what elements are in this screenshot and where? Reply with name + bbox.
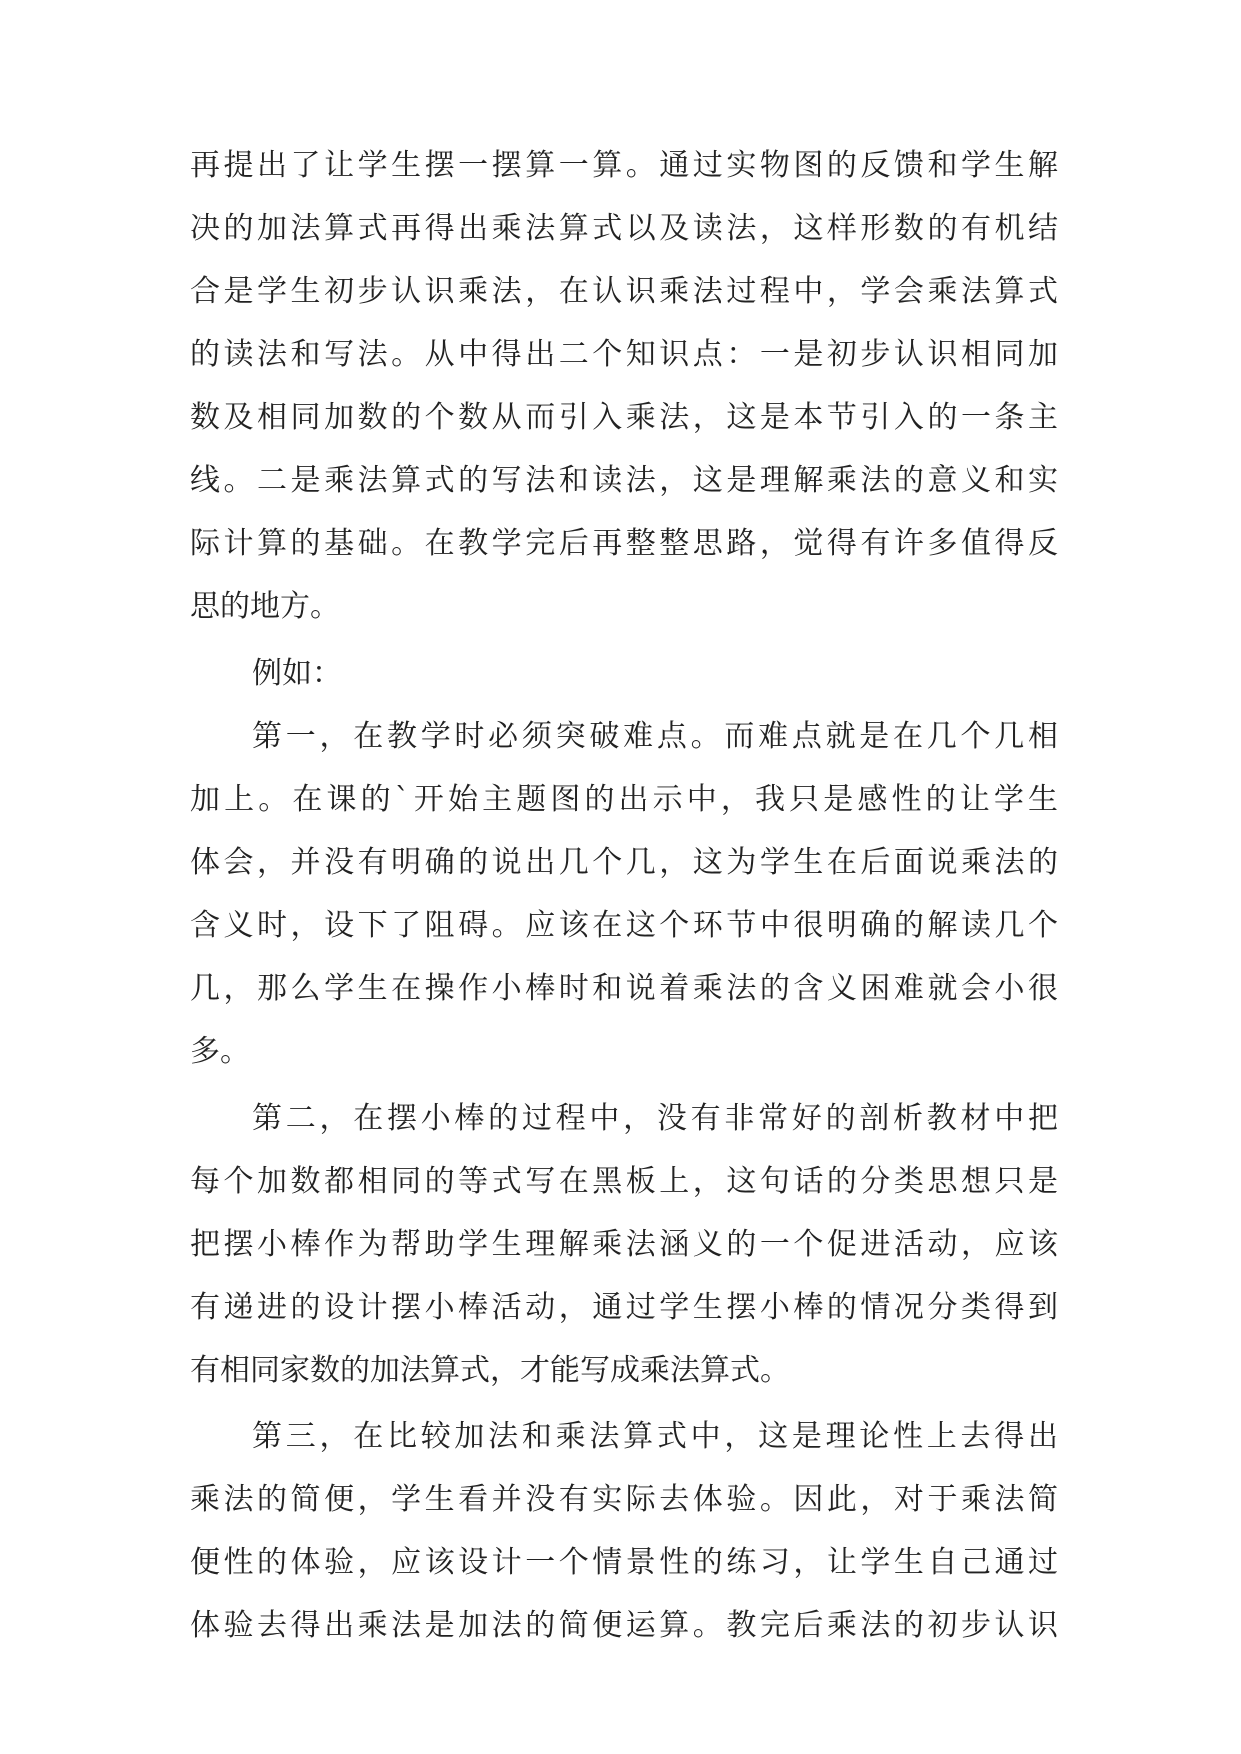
- paragraph-3-line-6: 多。: [190, 1034, 250, 1069]
- paragraph-1-line-2: 决的加法算式再得出乘法算式以及读法，这样形数的有机结: [190, 211, 1058, 246]
- paragraph-4-line-4: 有递进的设计摆小棒活动，通过学生摆小棒的情况分类得到: [190, 1290, 1058, 1325]
- paragraph-1-line-7: 际计算的基础。在教学完后再整整思路，觉得有许多值得反: [190, 526, 1058, 561]
- paragraph-3-line-5: 几，那么学生在操作小棒时和说着乘法的含义困难就会小很: [190, 971, 1058, 1006]
- paragraph-1-line-5: 数及相同加数的个数从而引入乘法，这是本节引入的一条主: [190, 400, 1058, 435]
- paragraph-3-line-2: 加上。在课的`开始主题图的出示中，我只是感性的让学生: [190, 782, 1058, 817]
- paragraph-1-line-1: 再提出了让学生摆一摆算一算。通过实物图的反馈和学生解: [190, 148, 1058, 183]
- paragraph-4-line-2: 每个加数都相同的等式写在黑板上，这句话的分类思想只是: [190, 1164, 1058, 1199]
- paragraph-1-line-6: 线。二是乘法算式的写法和读法，这是理解乘法的意义和实: [190, 463, 1058, 498]
- paragraph-5-line-1: 第三，在比较加法和乘法算式中，这是理论性上去得出: [252, 1419, 1058, 1454]
- paragraph-2-line-1: 例如：: [252, 656, 342, 691]
- paragraph-5-line-4: 体验去得出乘法是加法的简便运算。教完后乘法的初步认识: [190, 1608, 1058, 1643]
- paragraph-4-line-3: 把摆小棒作为帮助学生理解乘法涵义的一个促进活动，应该: [190, 1227, 1058, 1262]
- paragraph-3-line-3: 体会，并没有明确的说出几个几，这为学生在后面说乘法的: [190, 845, 1058, 880]
- paragraph-5-line-3: 便性的体验，应该设计一个情景性的练习，让学生自己通过: [190, 1545, 1058, 1580]
- paragraph-1-line-8: 思的地方。: [190, 589, 340, 624]
- paragraph-5-line-2: 乘法的简便，学生看并没有实际去体验。因此，对于乘法简: [190, 1482, 1058, 1517]
- paragraph-1-line-4: 的读法和写法。从中得出二个知识点：一是初步认识相同加: [190, 337, 1058, 372]
- paragraph-1-line-3: 合是学生初步认识乘法，在认识乘法过程中，学会乘法算式: [190, 274, 1058, 309]
- paragraph-4-line-5: 有相同家数的加法算式，才能写成乘法算式。: [190, 1353, 790, 1388]
- paragraph-3-line-4: 含义时，设下了阻碍。应该在这个环节中很明确的解读几个: [190, 908, 1058, 943]
- paragraph-4-line-1: 第二，在摆小棒的过程中，没有非常好的剖析教材中把: [252, 1101, 1058, 1136]
- paragraph-3-line-1: 第一，在教学时必须突破难点。而难点就是在几个几相: [252, 719, 1058, 754]
